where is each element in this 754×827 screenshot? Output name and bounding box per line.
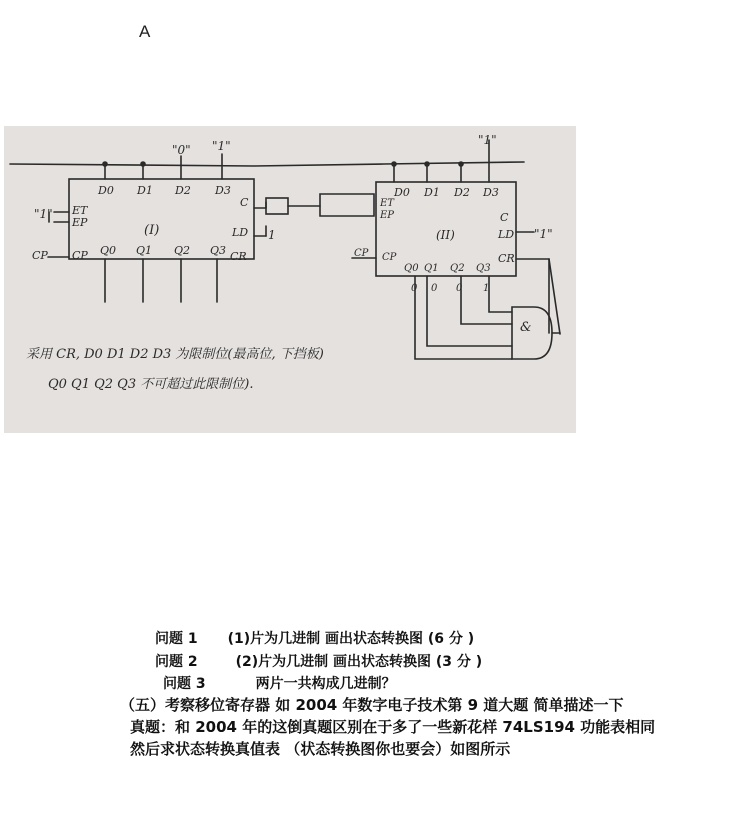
chip1-left-input: "1" [34,207,53,221]
chip2-top-pin: D1 [424,186,440,199]
note-line-1: 采用 CR, D0 D1 D2 D3 为限制位(最高位, 下挡板) [26,347,324,362]
chip1-left-pin: CP [32,249,48,262]
chip2-right-pin: CR [498,252,515,265]
chip1-top-pin: D2 [175,184,191,197]
top-bus-wire [10,162,524,166]
question-text: 两片一共构成几进制？ [255,676,396,692]
circuit-photo [4,126,576,433]
chip1-top-pin: D0 [98,184,114,197]
paragraph-line-1: （五）考察移位寄存器 如 2004 年数字电子技术第 9 道大题 简单描述一下 [120,696,624,714]
chip2-q-value: 0 [456,283,463,294]
chip2-q-output: Q1 [424,263,439,274]
chip2-q-output: Q2 [450,263,465,274]
chip1-name: (I) [144,223,160,238]
chip2-right-pin: C [500,211,509,224]
chip1-bottom-pin: Q1 [136,244,153,257]
question-text: (2)片为几进制 画出状态转换图 (3 分 ) [235,654,483,670]
circuit-diagram [4,126,576,433]
paragraph-line-2: 真题：和 2004 年的这倒真题区别在于多了一些新花样 74LS194 功能表相同 [130,718,656,736]
question-label: 问题 3 [163,676,206,692]
question-label: 问题 1 [155,631,198,647]
chip2-left-pin: ET [380,198,394,209]
chip1-left-pin: ET [72,204,88,217]
chip1-right-pin: LD [232,226,249,239]
chip2-name: (II) [436,228,455,242]
chip2-left-pin: CP [354,248,369,259]
chip2-q-output: Q0 [404,263,419,274]
chip1-top-pin: D1 [137,184,153,197]
chip2-q-value: 1 [483,283,490,294]
paragraph-line-3: 然后求状态转换真值表 （状态转换图你也要会）如图所示 [130,740,511,758]
chip1-bottom-pin: Q0 [100,244,117,257]
ld-input: 1 [268,228,276,242]
chip1-bottom-pin: Q2 [174,244,191,257]
and-gate-shape [512,307,552,359]
chip2-top-pin: D0 [394,186,410,199]
chip1-bottom-pin: Q3 [210,244,227,257]
top-input-1: "1" [212,139,231,153]
chip2-right-pin: LD [498,228,515,241]
chip2-q-value: 0 [411,283,418,294]
chip1-right-pin: C [240,196,249,209]
page-label: A [139,22,151,41]
question-3 [163,673,396,693]
chip1-left-pin: EP [72,216,88,229]
question-1 [155,628,474,648]
question-label: 问题 2 [155,654,198,670]
question-text: (1)片为几进制 画出状态转换图 (6 分 ) [227,631,475,647]
chip2-left-pin: CP [382,252,397,263]
chip2-top-pin: D3 [483,186,499,199]
chip2-left-pin: EP [380,210,395,221]
chip2-right-input: "1" [534,227,553,241]
chip1-left-pin: CP [72,249,88,262]
note-line-2: Q0 Q1 Q2 Q3 不可超过此限制位). [48,377,254,392]
chip2-top-pin: D2 [454,186,470,199]
top-right-input: "1" [478,133,497,147]
question-2 [155,651,482,671]
chip1-right-pin: CR [230,250,247,263]
top-input-0: "0" [172,143,191,157]
chip1-top-pin: D3 [215,184,231,197]
chip2-q-output: Q3 [476,263,491,274]
and-gate-label: & [520,320,532,335]
chip2-q-value: 0 [431,283,438,294]
